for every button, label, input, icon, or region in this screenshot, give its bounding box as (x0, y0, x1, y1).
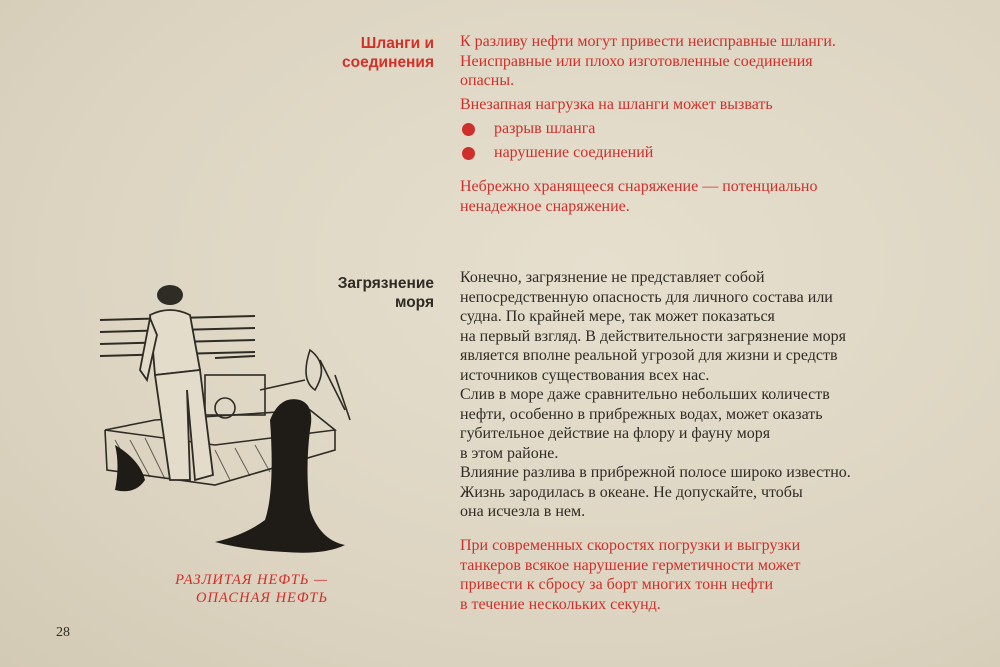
bullet-dot-icon (462, 147, 475, 160)
caption-line: ОПАСНАЯ НЕФТЬ (195, 590, 328, 606)
heading-line: моря (394, 294, 434, 311)
body-line: является вполне реальной угрозой для жизни и средств (460, 347, 838, 364)
oil-spill-illustration (95, 280, 365, 570)
body-line: опасны. (460, 72, 515, 89)
body-line: К разливу нефти могут привести неисправные шланги. (460, 33, 836, 50)
bullet-item (460, 141, 980, 165)
bullet-item (460, 117, 980, 141)
warning-line: При современных скоростях погрузки и выгрузки (460, 537, 801, 554)
heading-line: Шланги и (360, 35, 434, 52)
warning-line: привести к сбросу за борт многих тонн нефти (460, 576, 774, 593)
warning-line: в течение нескольких секунд. (460, 595, 661, 613)
body-line: Конечно, загрязнение не представляет собой (460, 269, 765, 286)
caption-line: РАЗЛИТАЯ НЕФТЬ — (175, 572, 328, 588)
section-heading-hoses (342, 34, 434, 72)
body-line: Влияние разлива в прибрежной полосе широко известно. (460, 464, 851, 481)
illustration-caption (128, 571, 328, 607)
body-line: источников существования всех нас. (460, 366, 710, 384)
body-line: Слив в море даже сравнительно небольших количеств (460, 386, 830, 403)
heading-line: соединения (342, 54, 434, 71)
body-line: судна. По крайней мере, так может показаться (460, 308, 775, 325)
bullet-text: разрыв шланга (494, 120, 596, 138)
page-number: 28 (56, 625, 70, 640)
body-line: она исчезла в нем. (460, 503, 586, 520)
body-lead: Внезапная нагрузка на шланги может вызвать (460, 95, 773, 113)
body-line: Небрежно хранящееся снаряжение — потенциально (460, 178, 818, 195)
body-line: в этом районе. (460, 444, 559, 462)
section-body-hoses (460, 32, 980, 216)
bullet-text: нарушение соединений (494, 144, 654, 162)
warning-block (460, 536, 980, 614)
body-line: губительное действие на флору и фауну моря (460, 425, 771, 442)
body-line: ненадежное снаряжение. (460, 197, 630, 215)
warning-line: танкеров всякое нарушение герметичности может (460, 556, 801, 574)
section-body-pollution (460, 268, 980, 522)
body-line: непосредственную опасность для личного состава или (460, 288, 833, 306)
heading-line: Загрязнение (337, 275, 434, 292)
body-line: на первый взгляд. В действительности загрязнение моря (460, 327, 847, 345)
body-line: Неисправные или плохо изготовленные соединения (460, 52, 813, 70)
body-line: Жизнь зародилась в океане. Не допускайте, чтобы (460, 483, 803, 501)
body-line: нефти, особенно в прибрежных водах, может оказать (460, 405, 823, 423)
bullet-dot-icon (462, 123, 475, 136)
